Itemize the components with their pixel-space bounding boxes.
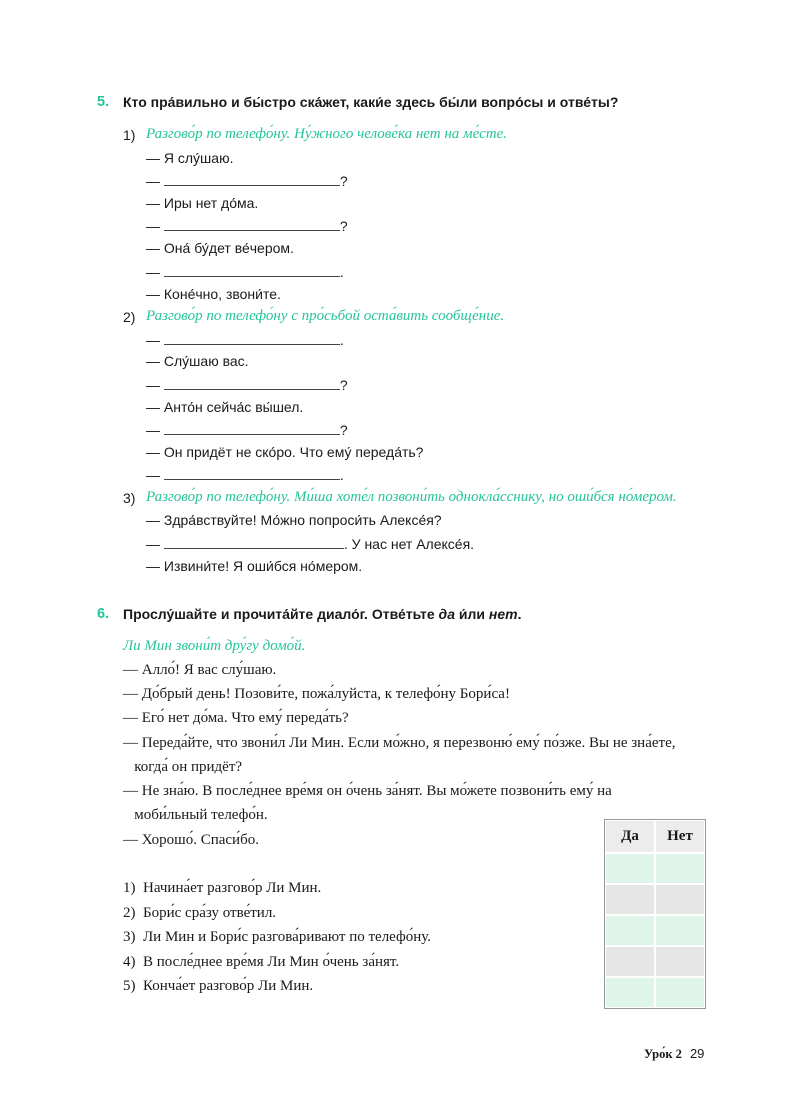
dialog-line: — Извини́те! Я оши́бся но́мером. <box>146 558 363 574</box>
dialog-line: — Хорошо́. Спаси́бо. <box>123 832 259 848</box>
dialog-line: — Его́ нет до́ма. Что ему́ переда́ть? <box>123 710 349 726</box>
answer-cell-yes[interactable] <box>605 946 655 977</box>
dialog-line: — Слу́шаю вас. <box>146 353 249 369</box>
statement-4: 4) В после́днее вре́мя Ли Мин о́чень за́нят. <box>123 954 400 970</box>
ex5-item1-heading: Разгово́р по телефо́ну. Ну́жного челове́ка нет на ме́сте. <box>146 126 507 142</box>
dialog-line: — До́брый день! Позови́те, пожа́луйста, к телефо́ну Бори́са! <box>123 686 510 702</box>
ex6-title: Прослу́шайте и прочита́йте диало́г. Отве́тьте да и́ли нет. <box>123 606 522 622</box>
dialog-line: — Иры нет до́ма. <box>146 195 259 211</box>
statement-3: 3) Ли Мин и Бори́с разгова́ривают по телефо́ну. <box>123 929 432 945</box>
dialog-line-blank: — ? <box>146 173 348 189</box>
ex6-number: 6. <box>97 606 110 622</box>
answer-blank[interactable] <box>164 421 340 435</box>
dialog-line-blank: — ? <box>146 422 348 438</box>
column-no-header: Нет <box>655 820 705 853</box>
dialog-line: — Переда́йте, что звони́л Ли Мин. Если мо́жно, я перезвоню́ ему́ по́зже. Вы не зна́ете, <box>123 735 676 751</box>
page-number: 29 <box>689 1046 705 1061</box>
statement-1: 1) Начина́ет разгово́р Ли Мин. <box>123 880 322 896</box>
answer-blank[interactable] <box>164 466 340 480</box>
dialog-line: моби́льный телефо́н. <box>123 807 268 823</box>
lesson-label: Уро́к 2 <box>644 1047 682 1061</box>
dialog-line-blank: — ? <box>146 377 348 393</box>
ex5-item3-number: 3) <box>123 490 136 506</box>
page-footer <box>644 1046 704 1062</box>
column-yes-header: Да <box>605 820 655 853</box>
answer-blank[interactable] <box>164 172 340 186</box>
answer-cell-no[interactable] <box>655 884 705 915</box>
answer-cell-yes[interactable] <box>605 884 655 915</box>
ex5-number: 5. <box>97 94 110 110</box>
ex6-intro: Ли Мин звони́т дру́гу домо́й. <box>123 638 306 654</box>
answer-blank[interactable] <box>164 217 340 231</box>
answer-blank[interactable] <box>164 331 340 345</box>
answer-cell-no[interactable] <box>655 977 705 1008</box>
dialog-line-blank: — . <box>146 467 344 483</box>
answer-row-2 <box>605 884 705 915</box>
ex5-title: Кто пра́вильно и бы́стро ска́жет, каки́е здесь бы́ли вопро́сы и отве́ты? <box>123 94 619 110</box>
dialog-line-blank: — . <box>146 264 344 280</box>
ex5-item3-heading: Разгово́р по телефо́ну. Ми́ша хоте́л позвони́ть однокла́сснику, но оши́бся но́мером. <box>146 489 677 505</box>
dialog-line: — Не зна́ю. В после́днее вре́мя он о́чень за́нят. Вы мо́жете позвони́ть ему́ на <box>123 783 612 799</box>
answer-row-3 <box>605 915 705 946</box>
answer-row-1 <box>605 853 705 884</box>
answer-table <box>604 819 706 1009</box>
ex5-item1-number: 1) <box>123 127 136 143</box>
dialog-line: — Я слу́шаю. <box>146 150 234 166</box>
answer-blank[interactable] <box>164 376 340 390</box>
statement-2: 2) Бори́с сра́зу отве́тил. <box>123 905 277 921</box>
dialog-line: — Он придёт не ско́ро. Что ему́ переда́ть? <box>146 444 424 460</box>
answer-cell-yes[interactable] <box>605 915 655 946</box>
ex5-item2-heading: Разгово́р по телефо́ну с про́сьбой оста́вить сообще́ние. <box>146 308 505 324</box>
dialog-line: — Анто́н сейча́с вы́шел. <box>146 399 304 415</box>
dialog-line: — Она́ бу́дет ве́чером. <box>146 240 294 256</box>
statement-5: 5) Конча́ет разгово́р Ли Мин. <box>123 978 314 994</box>
answer-cell-yes[interactable] <box>605 977 655 1008</box>
answer-blank[interactable] <box>164 535 344 549</box>
dialog-line: — Здра́вствуйте! Мо́жно попроси́ть Алексе́я? <box>146 512 442 528</box>
dialog-line-blank: — . <box>146 332 344 348</box>
answer-blank[interactable] <box>164 263 340 277</box>
answer-cell-no[interactable] <box>655 915 705 946</box>
dialog-line: — Коне́чно, звони́те. <box>146 286 281 302</box>
dialog-line-blank: — ? <box>146 218 348 234</box>
answer-cell-no[interactable] <box>655 946 705 977</box>
answer-cell-no[interactable] <box>655 853 705 884</box>
dialog-line-blank: — . У нас нет Алексе́я. <box>146 536 475 552</box>
dialog-line: когда́ он придёт? <box>123 759 243 775</box>
answer-row-5 <box>605 977 705 1008</box>
dialog-line: — Алло́! Я вас слу́шаю. <box>123 662 277 678</box>
ex5-item2-number: 2) <box>123 309 136 325</box>
answer-cell-yes[interactable] <box>605 853 655 884</box>
answer-row-4 <box>605 946 705 977</box>
